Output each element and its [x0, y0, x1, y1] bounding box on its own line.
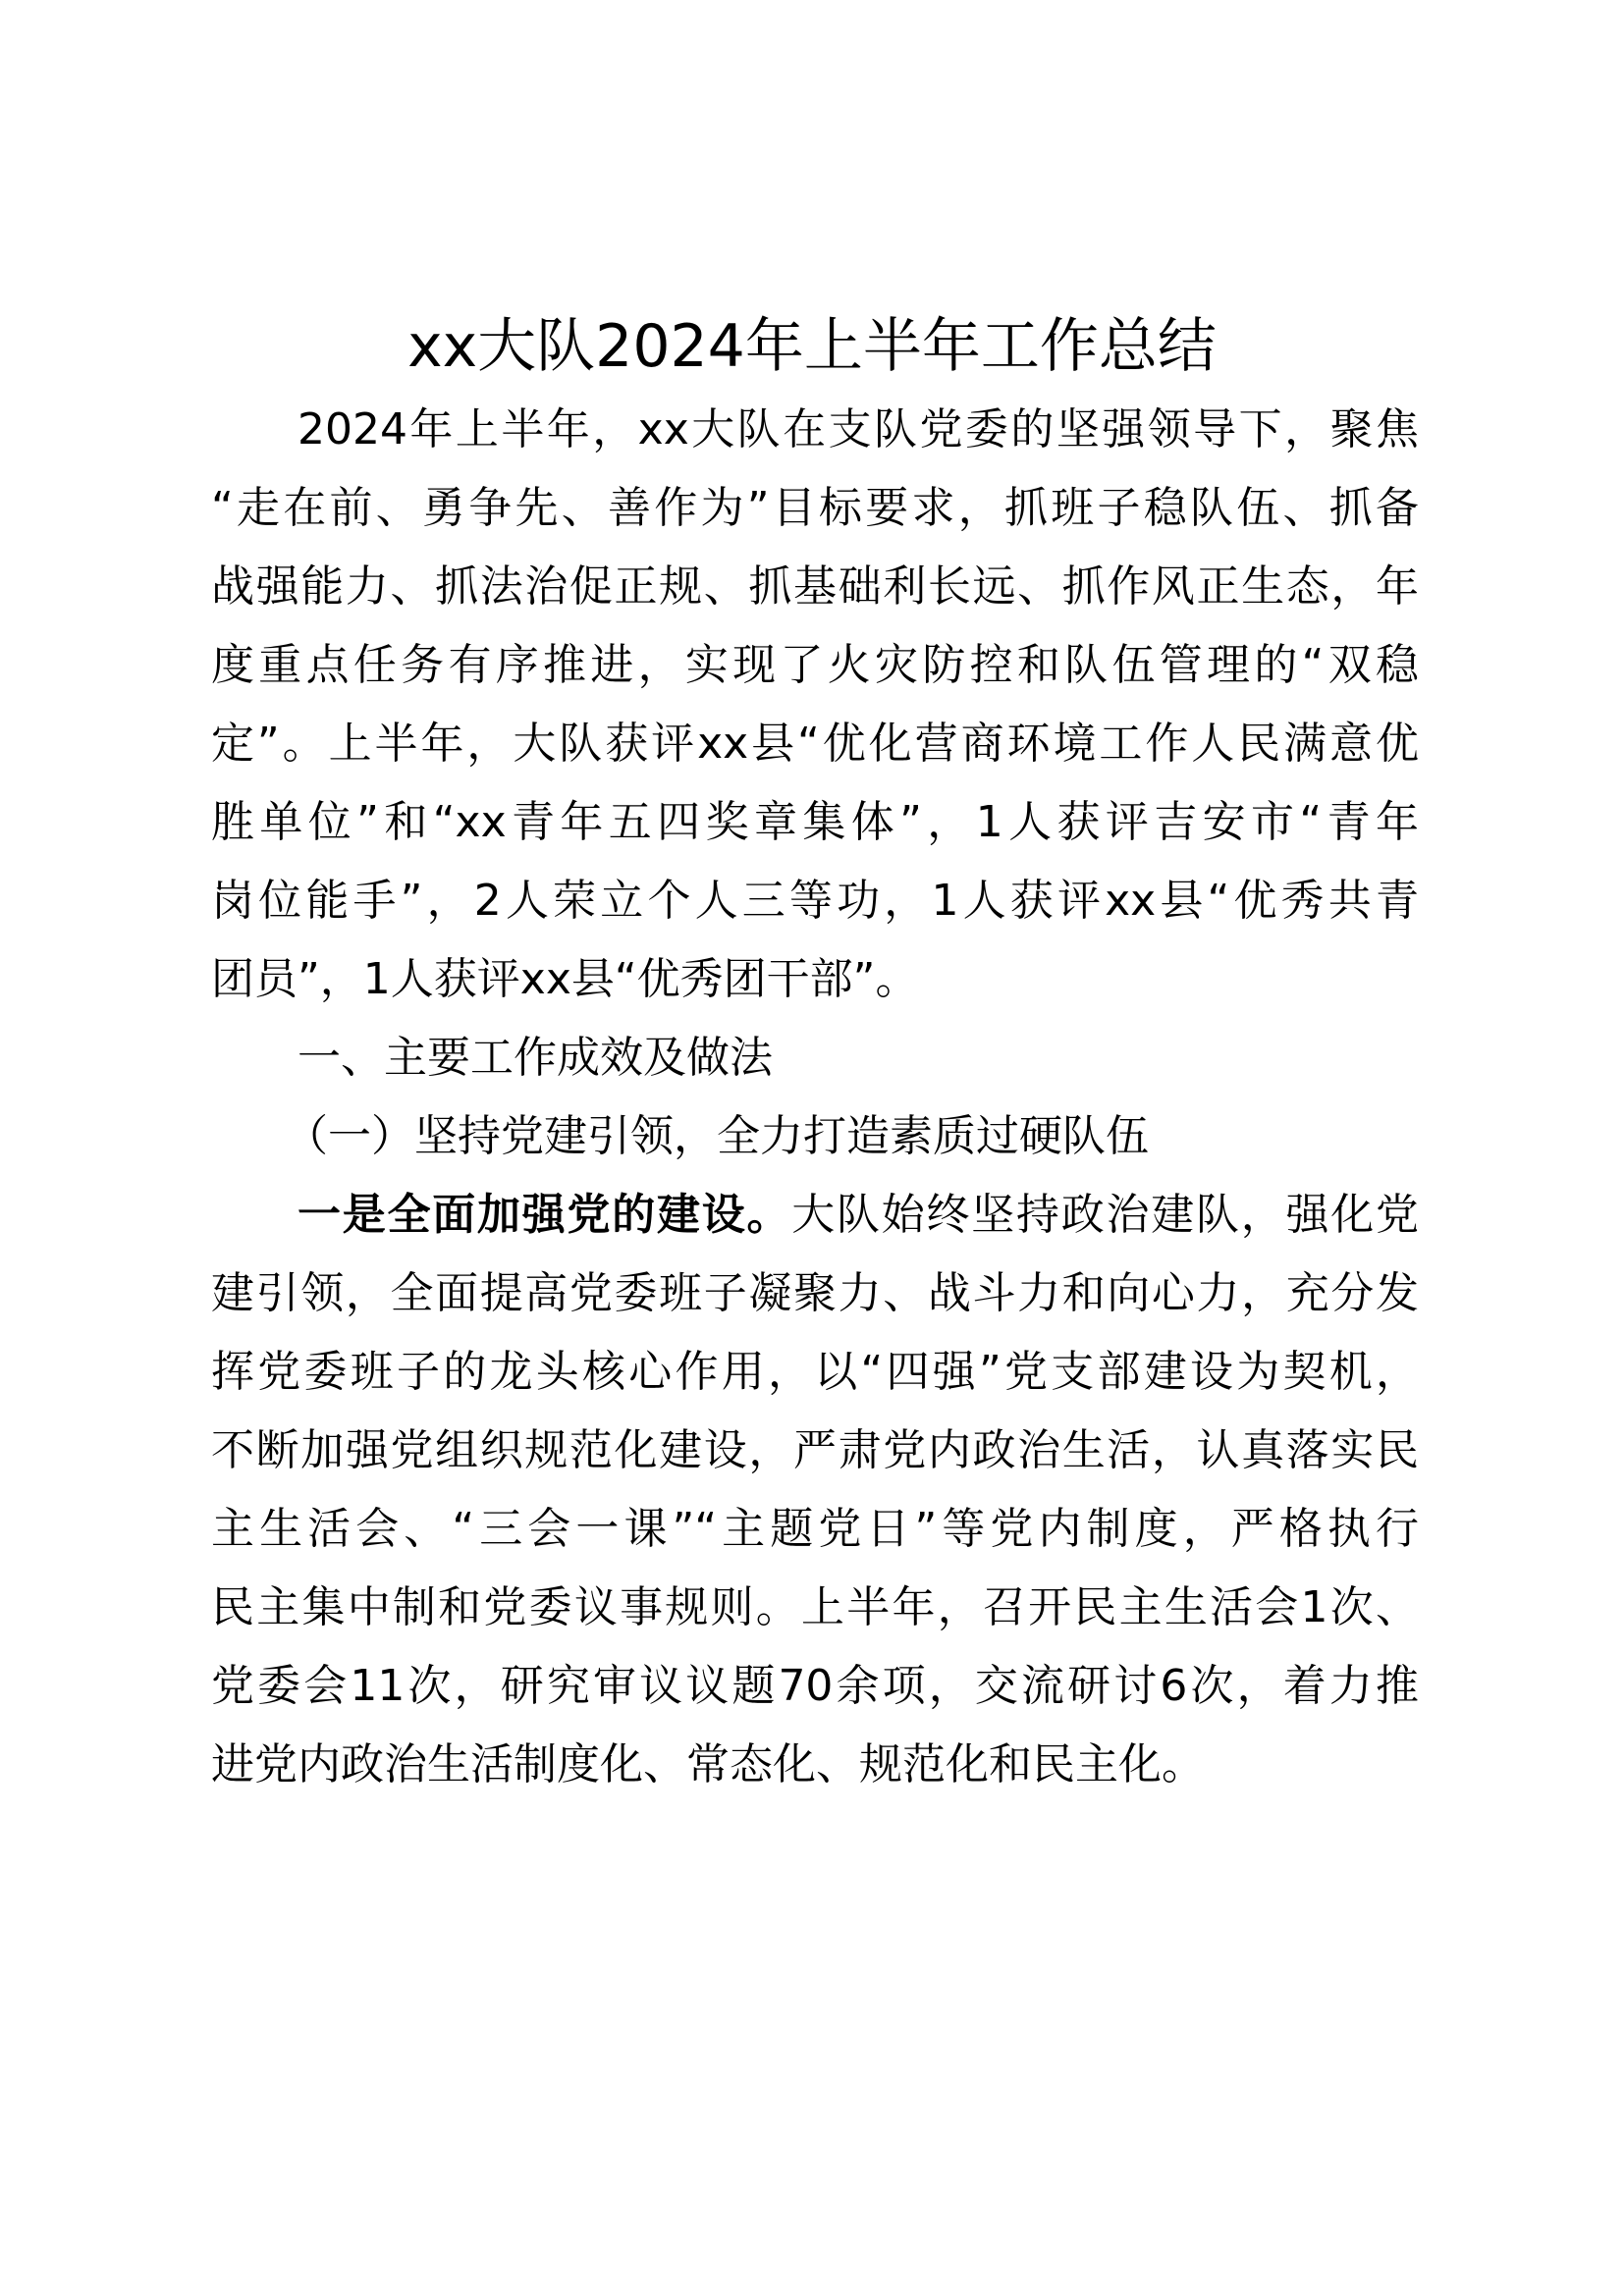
intro-line: 团员”，1人获评xx县“优秀团干部”。	[211, 954, 919, 1004]
point-line: 民主集中制和党委议事规则。上半年，召开民主生活会1次、	[211, 1582, 1419, 1632]
document-title: xx大队2024年上半年工作总结	[407, 312, 1217, 381]
subsection-heading: （一）坚持党建引领，全力打造素质过硬队伍	[285, 1111, 1149, 1161]
point-line: 进党内政治生活制度化、常态化、规范化和民主化。	[211, 1739, 1205, 1789]
point-line: 建引领，全面提高党委班子凝聚力、战斗力和向心力，充分发	[211, 1268, 1419, 1318]
point-line: 挥党委班子的龙头核心作用，以“四强”党支部建设为契机，	[211, 1347, 1419, 1397]
point-first-line-rest: 大队始终坚持政治建队，强化党	[791, 1190, 1419, 1240]
point-line: 主生活会、“三会一课”“主题党日”等党内制度，严格执行	[211, 1504, 1419, 1554]
point-lead-bold: 一是全面加强党的建设。	[298, 1190, 792, 1240]
point-line: 党委会11次，研究审议议题70余项，交流研讨6次，着力推	[211, 1661, 1419, 1711]
intro-line: “走在前、勇争先、善作为”目标要求，抓班子稳队伍、抓备	[211, 483, 1419, 533]
point-line: 不断加强党组织规范化建设，严肃党内政治生活，认真落实民	[211, 1425, 1419, 1475]
intro-line: 2024年上半年，xx大队在支队党委的坚强领导下，聚焦	[298, 404, 1419, 454]
intro-line: 战强能力、抓法治促正规、抓基础利长远、抓作风正生态，年	[211, 561, 1419, 612]
section-heading: 一、主要工作成效及做法	[298, 1033, 773, 1083]
intro-line: 度重点任务有序推进，实现了火灾防控和队伍管理的“双稳	[211, 640, 1419, 690]
intro-line: 定”。上半年，大队获评xx县“优化营商环境工作人民满意优	[211, 719, 1419, 769]
intro-line: 岗位能手”，2人荣立个人三等功，1人获评xx县“优秀共青	[211, 876, 1419, 926]
intro-line: 胜单位”和“xx青年五四奖章集体”，1人获评吉安市“青年	[211, 797, 1419, 847]
point-first-line	[298, 1188, 1419, 1243]
